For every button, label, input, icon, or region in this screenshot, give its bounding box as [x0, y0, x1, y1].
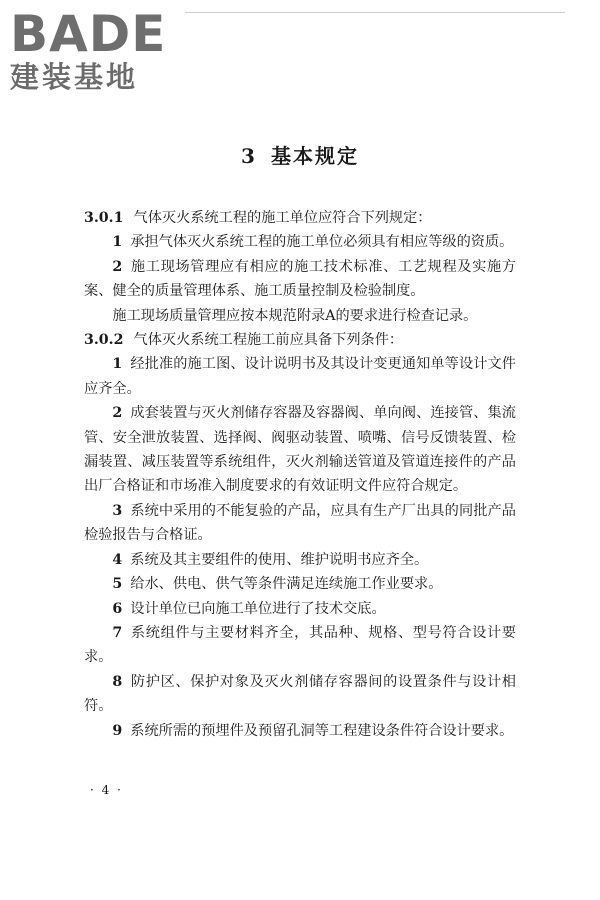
chapter-number: 3	[241, 144, 257, 168]
item-text: 系统所需的预埋件及预留孔洞等工程建设条件符合设计要求。	[130, 722, 514, 739]
item-text: 设计单位已向施工单位进行了技术交底。	[130, 600, 386, 617]
item-text: 给水、供电、供气等条件满足连续施工作业要求。	[130, 576, 443, 593]
item-number: 9	[112, 722, 123, 739]
list-item	[84, 670, 516, 719]
clause-3-0-2	[84, 328, 516, 352]
logo-subtitle: 建装基地	[10, 60, 139, 94]
chapter-title-text: 基本规定	[270, 144, 359, 168]
list-item	[84, 401, 516, 499]
clause-text: 气体灭火系统工程的施工单位应符合下列规定：	[133, 210, 432, 226]
item-number: 1	[112, 234, 123, 251]
item-text: 防护区、保护对象及灭火剂储存容器间的设置条件与设计相符。	[84, 673, 516, 715]
top-rule	[185, 12, 565, 13]
list-item	[84, 621, 516, 670]
clause-number: 3.0.1	[84, 210, 124, 226]
page-number: · 4 ·	[90, 783, 123, 797]
list-item	[84, 499, 516, 548]
item-number: 3	[112, 502, 123, 519]
item-number: 6	[112, 600, 123, 617]
logo-brand: BADE	[10, 5, 167, 63]
item-text: 系统组件与主要材料齐全，其品种、规格、型号符合设计要求。	[84, 624, 516, 666]
item-text: 承担气体灭火系统工程的施工单位必须具有相应等级的资质。	[130, 234, 514, 251]
item-number: 2	[112, 405, 123, 422]
page-body	[84, 206, 516, 743]
item-number: 8	[112, 673, 123, 690]
clause-note: 施工现场质量管理应按本规范附录A的要求进行检查记录。	[112, 307, 478, 324]
list-item	[84, 572, 516, 596]
item-text: 成套装置与灭火剂储存容器及容器阀、单向阀、连接管、集流管、安全泄放装置、选择阀、阀驱动装置、喷嘴、信号反馈装置、检漏装置、减压装置等系统组件，灭火剂输送管道及管道连接件的产品出厂合格证和市场准入制度要求的有效证明文件应符合规定。	[84, 405, 516, 495]
item-number: 2	[112, 258, 123, 275]
item-number: 4	[112, 551, 123, 568]
item-text: 经批准的施工图、设计说明书及其设计变更通知单等设计文件应齐全。	[84, 356, 516, 397]
item-text: 系统及其主要组件的使用、维护说明书应齐全。	[130, 551, 429, 568]
item-number: 5	[112, 576, 123, 593]
list-item	[84, 230, 516, 254]
list-item	[84, 548, 516, 572]
item-number: 1	[112, 356, 123, 373]
list-item	[84, 719, 516, 743]
chapter-title	[0, 140, 600, 169]
item-text: 系统中采用的不能复验的产品，应具有生产厂出具的同批产品检验报告与合格证。	[84, 502, 516, 544]
clause-3-0-1	[84, 206, 516, 230]
item-number: 7	[112, 624, 123, 641]
list-item	[84, 255, 516, 304]
list-item	[84, 597, 516, 621]
clause-number: 3.0.2	[84, 332, 124, 349]
list-item	[84, 352, 516, 401]
clause-text: 气体灭火系统工程施工前应具备下列条件：	[133, 332, 404, 349]
logo	[10, 5, 180, 94]
item-text: 施工现场管理应有相应的施工技术标准、工艺规程及实施方案、健全的质量管理体系、施工质量控制及检验制度。	[84, 258, 516, 300]
